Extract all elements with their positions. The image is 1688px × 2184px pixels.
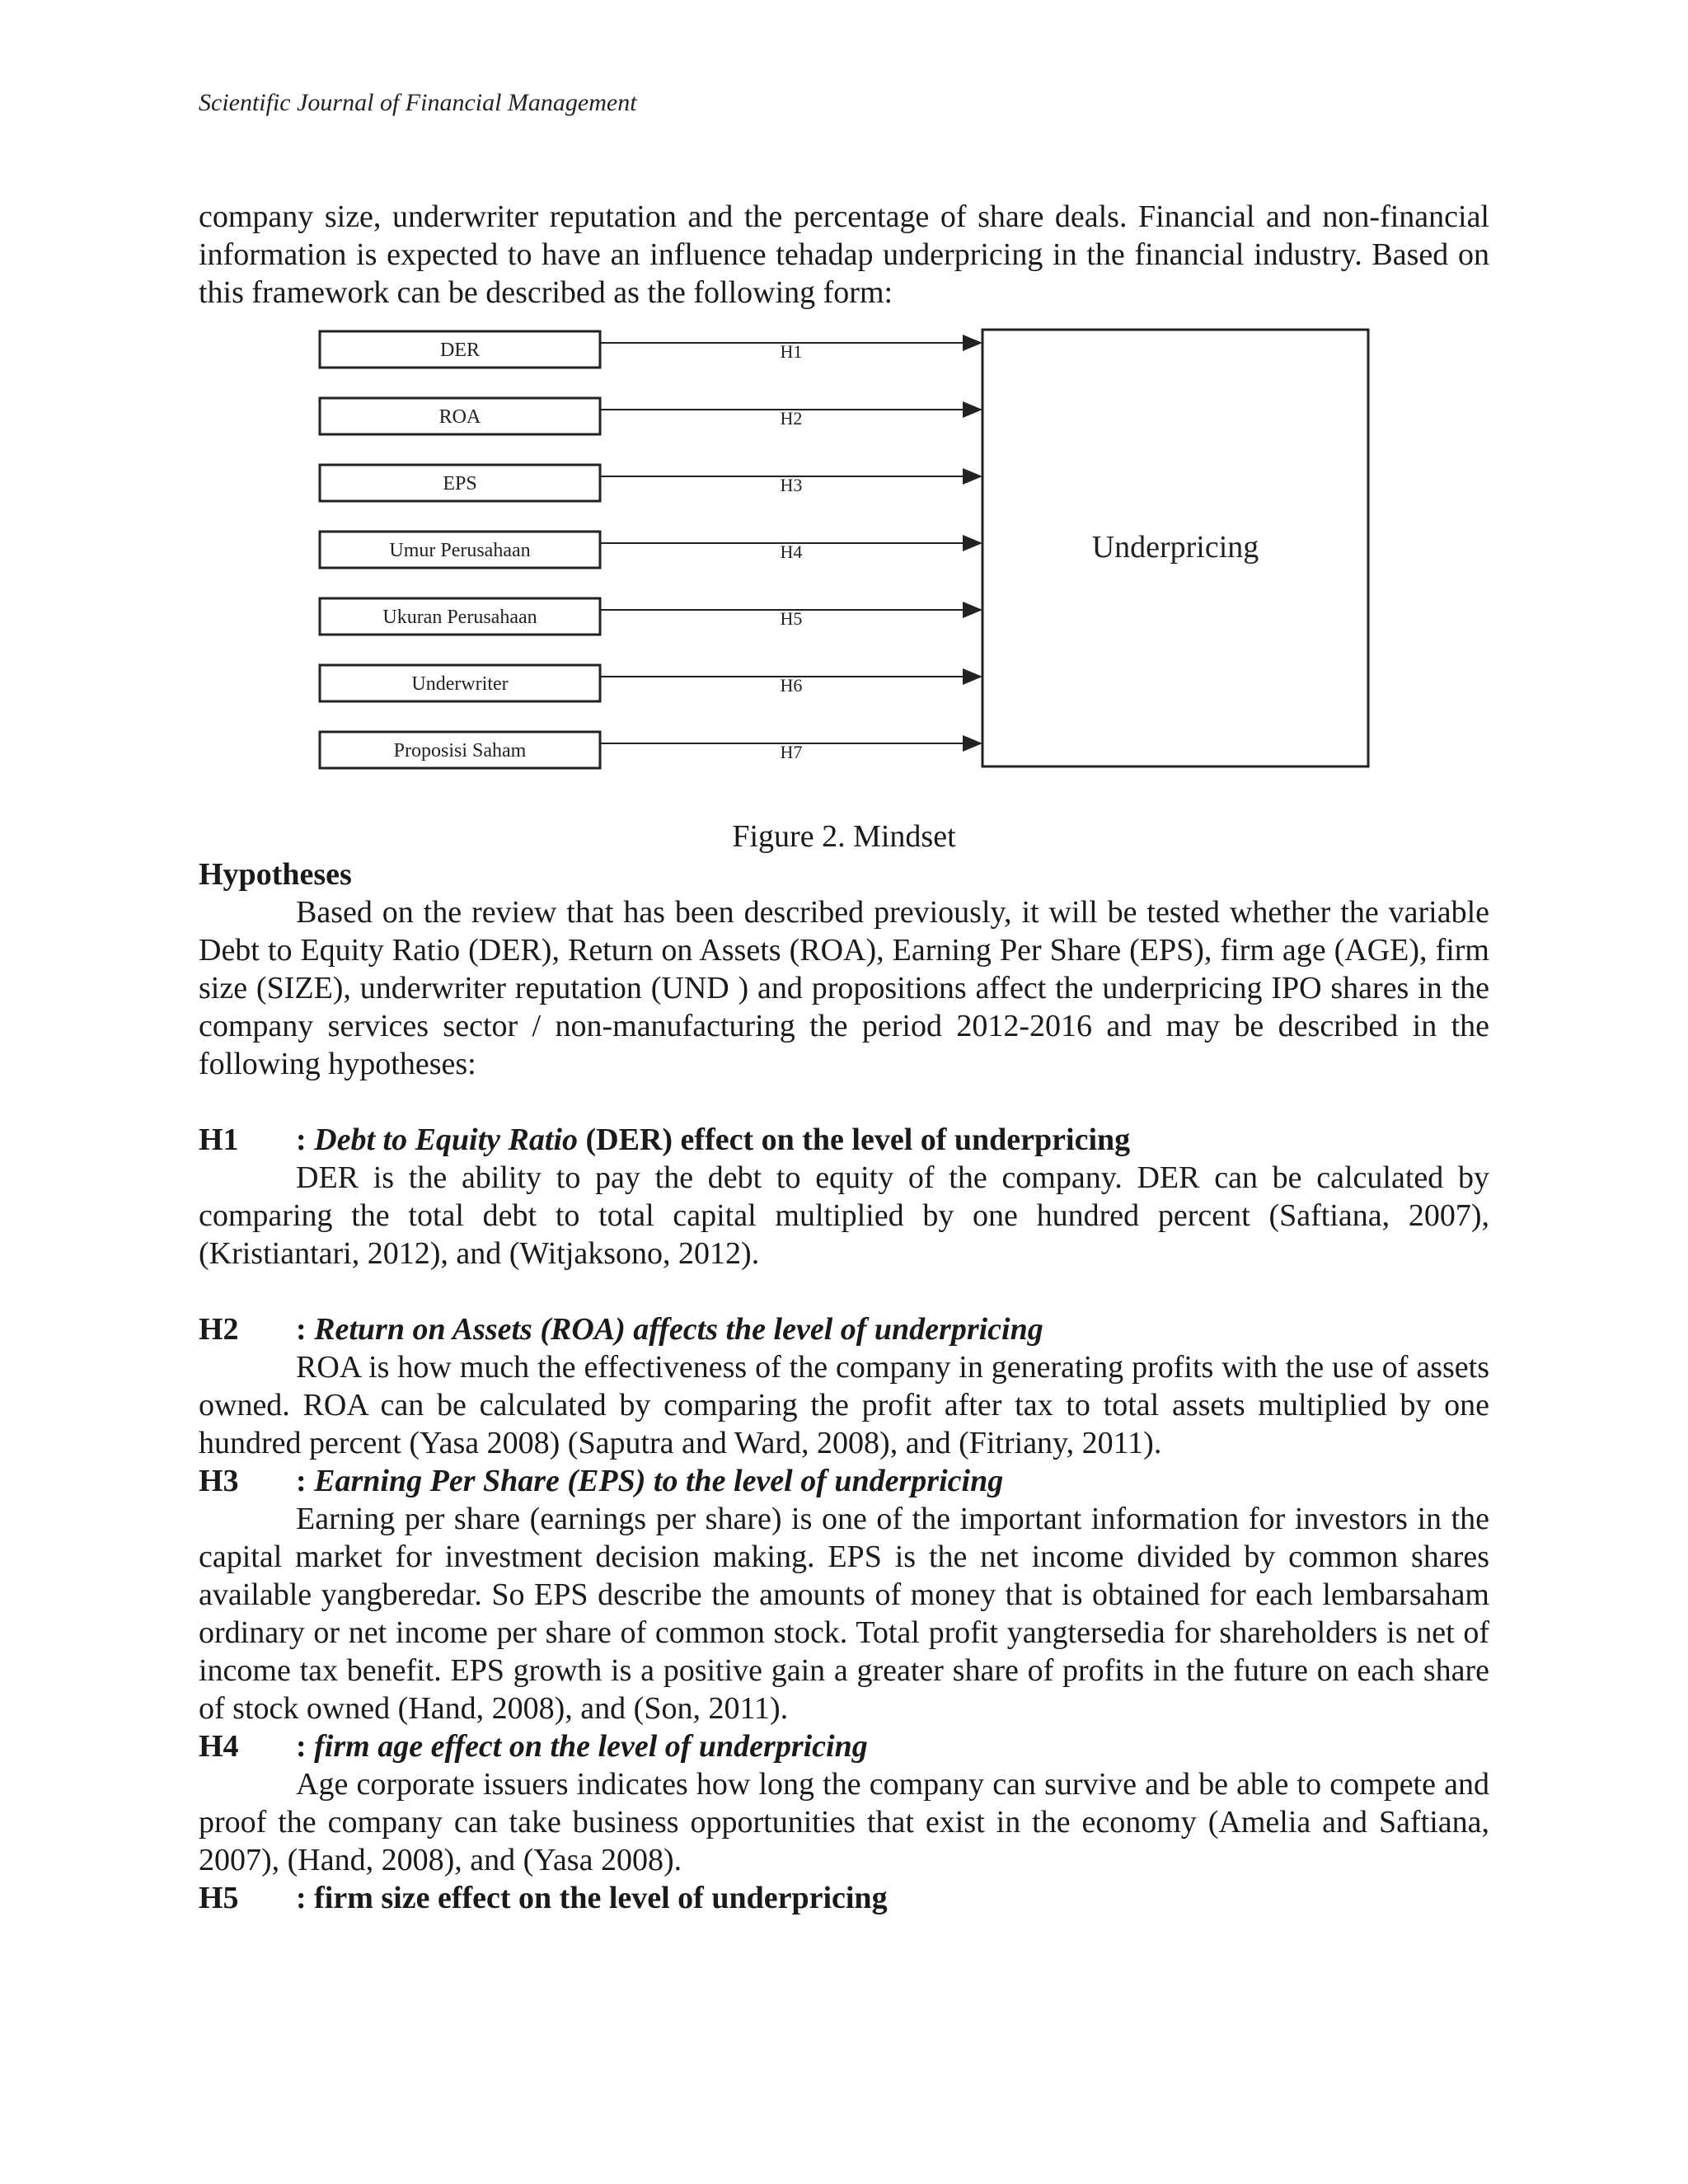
mindset-diagram xyxy=(305,321,1393,791)
hypothesis-label: H3 xyxy=(780,475,803,495)
hypothesis-h3-text: Earning per share (earnings per share) is one of the important information for investors in the capital market for investment decision making. EPS is the net income divided by common shares available yangberedar. So EPS describe the amounts of money that is obtained for each lembarsaham ordinary or net income per share of common stock. Total profit yangtersedia for shareholders is net of income tax benefit. EPS growth is a positive gain a greater share of profits in the future on each share of stock owned (Hand, 2008), and (Son, 2011). xyxy=(199,1502,1489,1726)
hypothesis-h4 xyxy=(199,1727,1489,1879)
section-heading: Hypotheses xyxy=(199,857,352,892)
variable-label: Proposisi Saham xyxy=(393,740,527,762)
hypothesis-code: H5 xyxy=(199,1881,239,1915)
variable-label: DER xyxy=(440,340,480,361)
hypothesis-title-italic: firm age effect on the level of underpricing xyxy=(314,1729,868,1764)
intro-paragraph xyxy=(199,198,1489,312)
hypothesis-code: H3 xyxy=(199,1464,239,1498)
hypotheses-intro xyxy=(199,893,1489,1083)
hypothesis-title-italic: Earning Per Share (EPS) to the level of underpricing xyxy=(314,1464,1004,1498)
diagram-canvas xyxy=(305,321,1393,791)
outcome-label: Underpricing xyxy=(1091,530,1259,565)
hypothesis-label: H1 xyxy=(780,341,803,362)
hypotheses-intro-text: Based on the review that has been described previously, it will be tested whether the variable Debt to Equity Ratio (DER), Return on Assets (ROA), Earning Per Share (EPS), firm age (AGE), firm size (SIZE), underwriter reputation (UND ) and propositions affect the underpricing IPO shares in the company services sector / non-manufacturing the period 2012-2016 and may be described in the following hypotheses: xyxy=(199,895,1489,1081)
hypothesis-h4-text: Age corporate issuers indicates how long the company can survive and be able to compete and proof the company can take business opportunities that exist in the economy (Amelia and Saftiana, 2007), (Hand, 2008), and (Yasa 2008). xyxy=(199,1767,1489,1877)
hypothesis-label: H7 xyxy=(780,742,803,762)
hypothesis-h1 xyxy=(199,1121,1489,1272)
hypothesis-title-rest: firm size effect on the level of underpricing xyxy=(314,1881,888,1915)
hypothesis-title-italic: Debt to Equity Ratio xyxy=(314,1122,579,1157)
hypothesis-title-rest: (DER) effect on the level of underpricing xyxy=(578,1122,1131,1157)
hypothesis-h5 xyxy=(199,1879,1489,1917)
hypothesis-h1-text: DER is the ability to pay the debt to equity of the company. DER can be calculated by comparing the total debt to total capital multiplied by one hundred percent (Saftiana, 2007), (Kristiantari, 2012), and (Witjaksono, 2012). xyxy=(199,1160,1489,1271)
hypothesis-h2-text: ROA is how much the effectiveness of the company in generating profits with the use of assets owned. ROA can be calculated by comparing the profit after tax to total assets multiplied by one hundred percent (Yasa 2008) (Saputra and Ward, 2008), and (Fitriany, 2011). xyxy=(199,1350,1489,1460)
variable-label: EPS xyxy=(443,473,477,494)
intro-text: company size, underwriter reputation and the percentage of share deals. Financial and non-financial information is expected to have an influence tehadap underpricing in the financial industry. Based on this framework can be described as the following form: xyxy=(199,199,1489,310)
hypothesis-h3 xyxy=(199,1462,1489,1727)
hypothesis-h5-heading: H5 : firm size effect on the level of underpricing xyxy=(199,1881,888,1915)
variable-label: ROA xyxy=(438,406,481,428)
hypothesis-h1-heading: H1 : Debt to Equity Ratio (DER) effect on the level of underpricing xyxy=(199,1122,1131,1157)
hypothesis-label: H5 xyxy=(780,608,803,629)
variable-label: Umur Perusahaan xyxy=(389,540,531,561)
hypothesis-h3-heading: H3 : Earning Per Share (EPS) to the level of underpricing xyxy=(199,1464,1004,1498)
hypothesis-code: H1 xyxy=(199,1122,239,1157)
hypothesis-h2-heading: H2 : Return on Assets (ROA) affects the level of underpricing xyxy=(199,1312,1043,1347)
variable-label: Ukuran Perusahaan xyxy=(382,607,537,628)
running-header: Scientific Journal of Financial Management xyxy=(199,89,637,116)
hypothesis-code: H2 xyxy=(199,1312,239,1347)
hypothesis-h2 xyxy=(199,1310,1489,1462)
figure-caption: Figure 2. Mindset xyxy=(732,819,956,854)
hypothesis-label: H2 xyxy=(780,408,803,429)
hypothesis-label: H6 xyxy=(780,675,803,696)
hypothesis-h4-heading: H4 : firm age effect on the level of underpricing xyxy=(199,1729,868,1764)
hypothesis-code: H4 xyxy=(199,1729,239,1764)
hypothesis-title-italic: Return on Assets (ROA) affects the level of underpricing xyxy=(314,1312,1043,1347)
variable-label: Underwriter xyxy=(411,673,509,695)
hypothesis-label: H4 xyxy=(780,541,803,562)
